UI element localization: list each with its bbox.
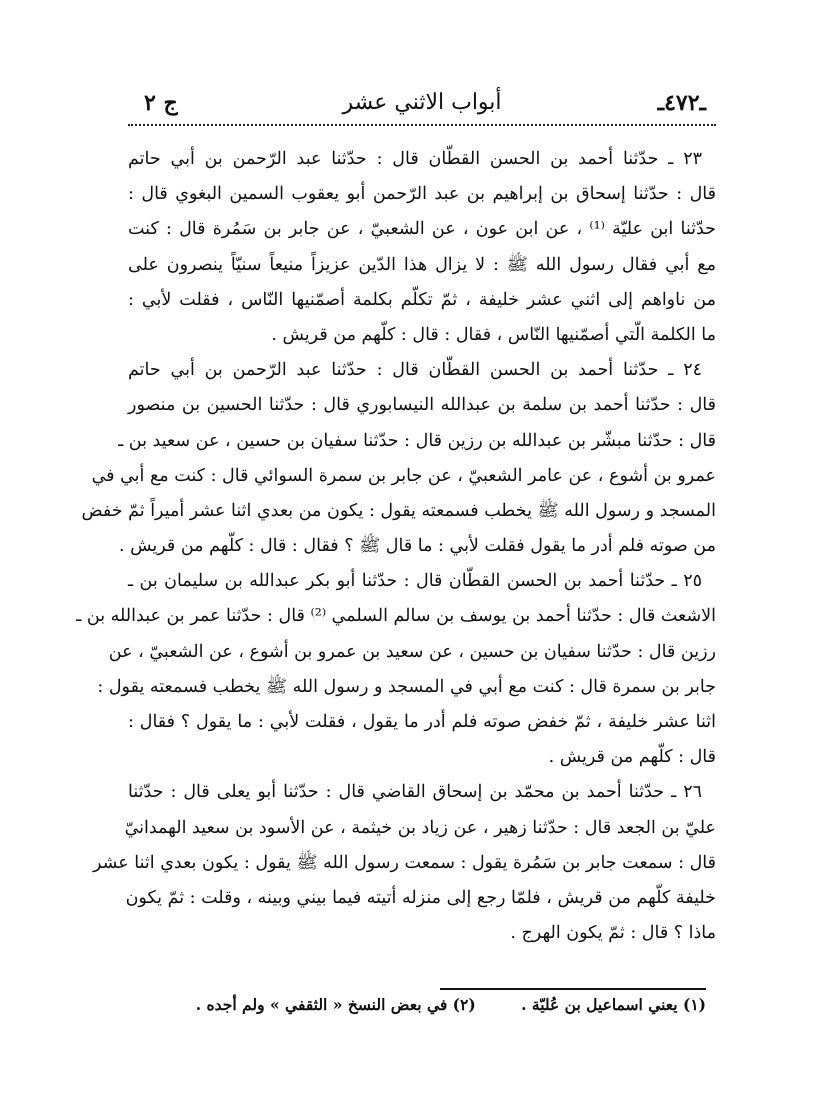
text-line: خليفة كلّهم من قريش ، فلمّا رجع إلى منزله أتيته فيما بيني وبينه ، وقلت : ثمّ يكون [125, 887, 716, 908]
text-line: قال : حدّثنا أحمد بن سلمة بن عبدالله النيسابوري قال : حدّثنا الحسين بن منصور [128, 395, 716, 416]
text-line: حدّثنا ابن عليّة ⁽¹⁾ ، عن ابن عون ، عن الشعبيّ ، عن جابر بن سَمُرة قال : كنت [128, 219, 716, 240]
text-line: من صوته فلم أدر ما يقول فقلت لأبي : ما قال ﷺ ؟ فقال : قال : كلّهم من قريش . [118, 536, 716, 557]
hadith-24 [81, 353, 716, 564]
text-line: ما الكلمة الّتي أصمّنيها النّاس ، فقال : قال : كلّهم من قريش . [271, 324, 716, 345]
footnotes [150, 990, 706, 1020]
text-line: جابر بن سمرة قال : كنت مع أبي في المسجد و رسول الله ﷺ يخطب فسمعته يقول : [97, 676, 716, 697]
text-line: اثنا عشر خليفة ، ثمّ خفض صوته فلم أدر ما يقول ، فقلت لأبي : ما يقول ؟ فقال : [128, 712, 716, 732]
footnote-1: (١) يعني اسماعيل بن عُليّة . [521, 995, 706, 1014]
hadith-23 [128, 142, 716, 353]
text-line: ماذا ؟ قال : ثمّ يكون الهرج . [510, 923, 716, 944]
text-line: عمرو بن أشوع ، عن عامر الشعبيّ ، عن جابر بن سمرة السوائي قال : كنت مع أبي في [91, 465, 716, 486]
page-number: ـ٤٧٢ـ [657, 90, 706, 116]
text-line: ٢٤ ـ حدّثنا أحمد بن الحسن القطّان قال : حدّثنا عبد الرّحمن بن أبي حاتم [128, 360, 702, 381]
volume-label: ج ٢ [144, 90, 178, 116]
text-line: قال : حدّثنا إسحاق بن إبراهيم بن عبد الرّحمن أبو يعقوب السمين البغوي قال : [128, 184, 716, 205]
hadith-25 [76, 564, 716, 775]
text-line: قال : سمعت جابر بن سَمُرة يقول : سمعت رسول الله ﷺ يقول : يكون بعدي اثنا عشر [93, 852, 716, 873]
running-title: أبواب الاثني عشر [342, 90, 502, 115]
page-header [128, 88, 716, 118]
text-line: الاشعث قال : حدّثنا أحمد بن يوسف بن سالم السلمي ⁽²⁾ قال : حدّثنا عمر بن عبدالله بن ـ [76, 606, 716, 627]
text-line: ٢٦ ـ حدّثنا أحمد بن محمّد بن إسحاق القاضي قال : حدّثنا أبو يعلى قال : حدّثنا [128, 782, 702, 803]
text-line: من ناواهم إلى اثني عشر خليفة ، ثمّ تكلّم بكلمة أصمّنيها النّاس ، فقلت لأبي : [128, 289, 716, 310]
text-line: ٢٣ ـ حدّثنا أحمد بن الحسن القطّان قال : حدّثنا عبد الرّحمن بن أبي حاتم [128, 149, 702, 169]
text-line: المسجد و رسول الله ﷺ يخطب فسمعته يقول : يكون من بعدي اثنا عشر أميراً ثمّ خفض [81, 500, 716, 521]
text-line: قال : حدّثنا مبشّر بن عبدالله بن رزين قال : حدّثنا سفيان بن حسين ، عن سعيد بن ـ [118, 430, 716, 451]
hadith-26 [93, 775, 716, 951]
text-line: عليّ بن الجعد قال : حدّثنا زهير ، عن زياد بن خيثمة ، عن الأسود بن سعيد الهمدانيّ [124, 817, 716, 838]
text-line: قال : كلّهم من قريش . [548, 747, 716, 768]
header-divider [128, 124, 716, 126]
text-line: ٢٥ ـ حدّثنا أحمد بن الحسن القطّان قال : حدّثنا أبو بكر عبدالله بن سليمان بن ـ [128, 571, 702, 592]
text-line: رزين قال : حدّثنا سفيان بن حسين ، عن سعيد بن عمرو بن أشوع ، عن الشعبيّ ، عن [108, 641, 716, 662]
footnote-2: (٢) في بعض النسخ « الثقفي » ولم أجده . [195, 995, 476, 1014]
hadith-text [76, 142, 716, 951]
text-line: مع أبي فقال رسول الله ﷺ : لا يزال هذا الدّين عزيزاً منيعاً سنيّاً ينصرون على [128, 254, 716, 275]
